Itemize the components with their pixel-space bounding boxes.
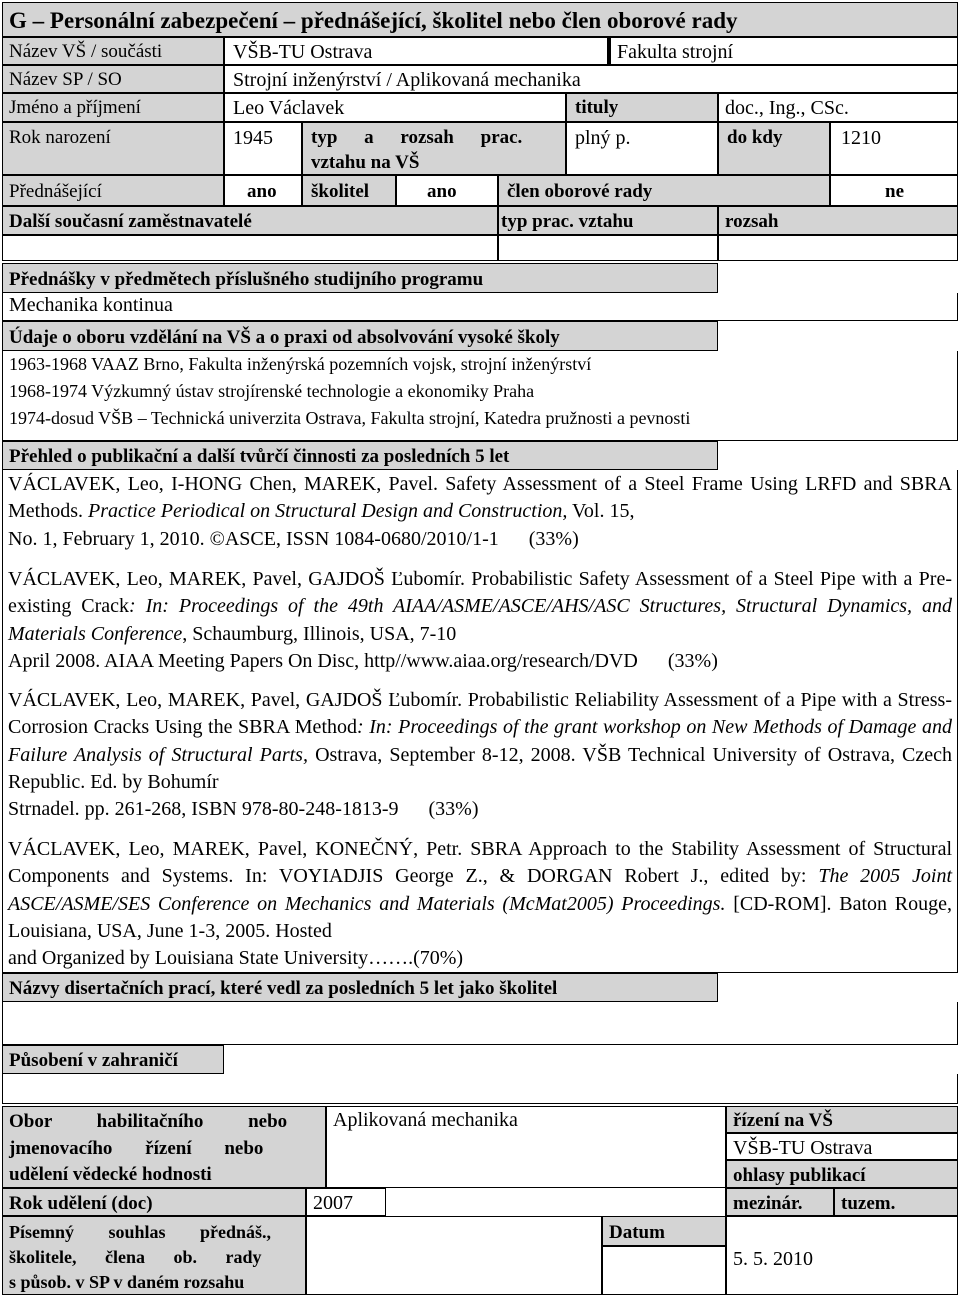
pub2-proceedings: : In: Proceedings of the 49th AIAA/ASME/ASCE/AHS/ASC Structures, Structural Dynamics, and Materials Conference bbox=[8, 595, 952, 645]
consent-line-2: školitele, člena ob. rady bbox=[9, 1247, 262, 1267]
dalsi-label: Další současní zaměstnavatelé bbox=[9, 211, 252, 232]
name-label-cell bbox=[2, 93, 224, 122]
publications-heading-cell bbox=[2, 441, 718, 470]
pub3-proceedings: : In: Proceedings of the grant workshop on New Methods of Damage and Failure Analysis of Structural Parts, bbox=[8, 716, 952, 766]
born-label: Rok narození bbox=[9, 127, 111, 148]
pub4-host: and Organized by Louisiana State University…….(70%) bbox=[8, 947, 464, 970]
education-line-3: 1974-dosud VŠB – Technická univerzita Ostrava, Fakulta strojní, Katedra pružnosti a pevnosti bbox=[9, 408, 691, 428]
tituly-label-cell bbox=[566, 93, 718, 122]
vs-value-cell bbox=[224, 37, 610, 65]
pub1-journal: Practice Periodical on Structural Design and Construction, bbox=[88, 500, 568, 523]
year-empty-cell bbox=[386, 1188, 726, 1216]
education-line-1: 1963-1968 VAAZ Brno, Fakulta inženýrská pozemních vojsk, strojní inženýrství bbox=[9, 354, 592, 374]
habilitation-label-cell bbox=[2, 1106, 326, 1188]
pub2-authors-title: VÁCLAVEK, Leo, MAREK, Pavel, GAJDOŠ Ľubomír. Probabilistic Safety Assessment of a Steel Pipe with a Pre-existing Crack bbox=[8, 568, 952, 618]
typprac-label-cell bbox=[498, 206, 718, 235]
education-line-2: 1968-1974 Výzkumný ústav strojírenské technologie a ekonomiky Praha bbox=[9, 381, 535, 401]
form-title: G – Personální zabezpečení – přednášející, školitel nebo člen oborové rady bbox=[9, 8, 738, 33]
sp-label: Název SP / SO bbox=[9, 69, 122, 90]
employer-empty-cell bbox=[2, 235, 498, 261]
born-label-cell bbox=[2, 122, 224, 175]
faculty-cell bbox=[610, 37, 958, 65]
dokdy-label: do kdy bbox=[727, 127, 783, 148]
pub1-issue: No. 1, February 1, 2010. ©ASCE, ISSN 1084-0680/2010/1-1 (33%) bbox=[8, 527, 579, 550]
pub1-authors-title: VÁCLAVEK, Leo, I-HONG Chen, MAREK, Pavel. Safety Assessment of a Steel Frame Using LRFD and SBRA Methods. bbox=[8, 473, 952, 523]
dokdy-label-cell bbox=[718, 122, 830, 175]
pub4-proceedings: The 2005 Joint ASCE/ASME/SES Conference on Mechanics and Materials (McMat2005) Proceedings. bbox=[8, 865, 953, 915]
dissertations-heading-cell bbox=[2, 973, 718, 1002]
consent-line-3: s působ. v SP v daném rozsahu bbox=[9, 1272, 245, 1292]
year-label: Rok udělení (doc) bbox=[9, 1193, 153, 1214]
datum-value-cell bbox=[726, 1216, 958, 1295]
pub4-authors-title: VÁCLAVEK, Leo, MAREK, Pavel, KONEČNÝ, Petr. SBRA Approach to the Stability Assessment of Structural Components and Systems. In: VOYIADJIS George Z., & DORGAN Robert J., edited by: bbox=[8, 838, 952, 888]
habilitation-value: Aplikovaná mechanika bbox=[333, 1109, 518, 1131]
dokdy-value-cell bbox=[830, 122, 958, 175]
rizeni-value-cell bbox=[726, 1133, 958, 1160]
vs-label-cell bbox=[2, 37, 224, 65]
typ-label-line2: vztahu na VŠ bbox=[311, 152, 420, 173]
habilitation-label-3: udělení vědecké hodnosti bbox=[9, 1164, 212, 1185]
rozsah-label-cell bbox=[718, 206, 958, 235]
born-value-cell bbox=[224, 122, 302, 175]
prednasejici-label: Přednášející bbox=[9, 181, 102, 202]
rizeni-label: řízení na VŠ bbox=[733, 1110, 833, 1131]
pub3-authors-title: VÁCLAVEK, Leo, MAREK, Pavel, GAJDOŠ Ľubomír. Probabilistic Reliability Assessment of a Pipe with a Stress-Corrosion Cracks Using the SBRA Method bbox=[8, 689, 952, 739]
rizeni-value: VŠB-TU Ostrava bbox=[733, 1137, 873, 1159]
sp-value: Strojní inženýrství / Aplikovaná mechanika bbox=[233, 69, 581, 91]
mezinar-label: mezinár. bbox=[733, 1193, 803, 1214]
lectures-heading: Přednášky v předmětech příslušného studijního programu bbox=[9, 269, 484, 290]
pub2-location: , Schaumburg, Illinois, USA, 7-10 bbox=[182, 622, 457, 645]
dissertations-heading: Názvy disertačních prací, které vedl za posledních 5 let jako školitel bbox=[9, 978, 558, 999]
typ-label-line1: typ a rozsah prac. bbox=[311, 127, 523, 148]
employer-range-empty-cell bbox=[718, 235, 958, 261]
publication-3 bbox=[8, 687, 952, 823]
lectures-value: Mechanika kontinua bbox=[9, 294, 173, 316]
datum-value: 5. 5. 2010 bbox=[733, 1248, 813, 1270]
skolitel-label: školitel bbox=[311, 181, 370, 202]
plny-value: plný p. bbox=[575, 127, 631, 149]
typ-label-cell bbox=[302, 122, 566, 175]
clen-label-cell bbox=[498, 175, 830, 206]
ohlasy-label-cell bbox=[726, 1160, 958, 1188]
typprac-label: typ prac. vztahu bbox=[501, 211, 634, 232]
dalsi-label-cell bbox=[2, 206, 498, 235]
vs-value: VŠB-TU Ostrava bbox=[233, 41, 373, 63]
pub1-volume: Vol. 15, bbox=[572, 500, 635, 523]
consent-value-cell bbox=[306, 1216, 602, 1295]
education-body-cell bbox=[2, 351, 958, 441]
plny-cell bbox=[566, 122, 718, 175]
born-value: 1945 bbox=[233, 127, 273, 149]
tituly-value: doc., Ing., CSc. bbox=[725, 97, 849, 119]
habilitation-label-1: Obor habilitačního nebo bbox=[9, 1111, 288, 1132]
publication-2 bbox=[8, 566, 952, 675]
pub3-meta: Strnadel. pp. 261-268, ISBN 978-80-248-1813-9 (33%) bbox=[8, 798, 479, 821]
consent-line-1: Písemný souhlas přednáš., bbox=[9, 1222, 272, 1242]
title-bar bbox=[2, 2, 958, 37]
rozsah-label: rozsah bbox=[725, 211, 779, 232]
prednasejici-value: ano bbox=[247, 181, 277, 202]
consent-label-cell bbox=[2, 1216, 306, 1295]
pub4-location: [CD-ROM]. Baton Rouge, Louisiana, USA, June 1-3, 2005. Hosted bbox=[8, 892, 952, 942]
dokdy-value: 1210 bbox=[841, 127, 881, 149]
pub2-meta: April 2008. AIAA Meeting Papers On Disc, http//www.aiaa.org/research/DVD (33%) bbox=[8, 649, 718, 672]
abroad-heading-cell bbox=[2, 1045, 224, 1074]
lectures-heading-cell bbox=[2, 263, 718, 293]
sp-label-cell bbox=[2, 65, 224, 93]
year-value: 2007 bbox=[313, 1192, 353, 1214]
tuzem-label-cell bbox=[834, 1188, 958, 1216]
habilitation-value-cell bbox=[326, 1106, 726, 1188]
clen-value-cell bbox=[830, 175, 958, 206]
datum-label-cell bbox=[602, 1216, 726, 1246]
name-value: Leo Václavek bbox=[233, 97, 345, 119]
publication-4 bbox=[8, 836, 952, 972]
habilitation-label-2: jmenovacího řízení nebo bbox=[9, 1138, 264, 1159]
datum-empty-cell bbox=[602, 1246, 726, 1295]
name-value-cell bbox=[224, 93, 566, 122]
mezinar-label-cell bbox=[726, 1188, 834, 1216]
tituly-value-cell bbox=[718, 93, 958, 122]
lectures-body-cell bbox=[2, 293, 958, 321]
publications-heading: Přehled o publikační a další tvůrčí činnosti za posledních 5 let bbox=[9, 446, 510, 467]
pub3-location: Ostrava, September 8-12, 2008. VŠB Technical University of Ostrava, Czech Republic. Ed. by Bohumír bbox=[8, 743, 953, 793]
education-heading-cell bbox=[2, 321, 718, 351]
abroad-body-cell bbox=[2, 1074, 958, 1104]
vs-label: Název VŠ / součásti bbox=[9, 41, 163, 62]
name-label: Jméno a příjmení bbox=[9, 97, 141, 118]
education-heading: Údaje o oboru vzdělání na VŠ a o praxi od absolvování vysoké školy bbox=[9, 327, 560, 348]
dissertations-body-cell bbox=[2, 1002, 958, 1045]
rizeni-label-cell bbox=[726, 1106, 958, 1133]
employer-type-empty-cell bbox=[498, 235, 718, 261]
clen-label: člen oborové rady bbox=[507, 181, 653, 202]
clen-value: ne bbox=[885, 181, 904, 202]
year-label-cell bbox=[2, 1188, 306, 1216]
year-value-cell bbox=[306, 1188, 386, 1216]
skolitel-label-cell bbox=[302, 175, 396, 206]
tuzem-label: tuzem. bbox=[841, 1193, 896, 1214]
sp-value-cell bbox=[224, 65, 958, 93]
faculty-value: Fakulta strojní bbox=[617, 41, 734, 63]
publication-1 bbox=[8, 471, 952, 553]
prednasejici-value-cell bbox=[224, 175, 302, 206]
prednasejici-label-cell bbox=[2, 175, 224, 206]
datum-label: Datum bbox=[609, 1222, 665, 1243]
abroad-heading: Působení v zahraničí bbox=[9, 1050, 178, 1071]
ohlasy-label: ohlasy publikací bbox=[733, 1165, 866, 1186]
tituly-label: tituly bbox=[575, 97, 619, 118]
skolitel-value-cell bbox=[396, 175, 498, 206]
skolitel-value: ano bbox=[427, 181, 457, 202]
